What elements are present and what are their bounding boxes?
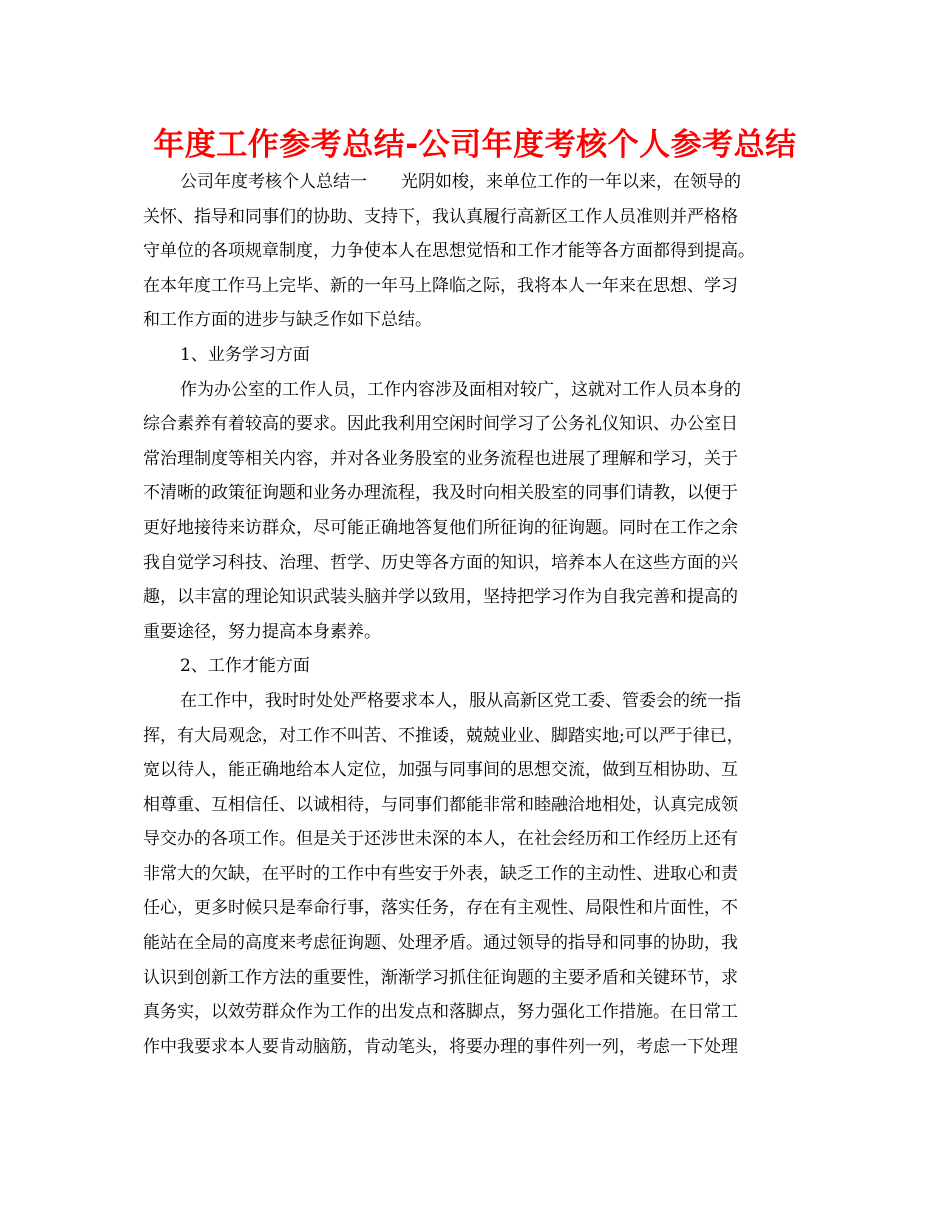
text-line: 重要途径，努力提高本身素养。 (143, 621, 381, 642)
text-line: 任心，更多时候只是奉命行事，落实任务，存在有主观性、局限性和片面性，不 (143, 898, 738, 919)
text-line: 宽以待人，能正确地给本人定位，加强与同事间的思想交流，做到互相协助、互 (143, 760, 738, 781)
document-body (143, 165, 813, 1064)
text-line: 趣，以丰富的理论知识武装头脑并学以致用，坚持把学习作为自我完善和提高的 (143, 587, 738, 608)
text-line: 非常大的欠缺，在平时的工作中有些安于外表，缺乏工作的主动性、进取心和责 (143, 863, 738, 884)
section-heading: 1、业务学习方面 (180, 344, 310, 365)
text-line: 关怀、指导和同事们的协助、支持下，我认真履行高新区工作人员准则并严格格 (143, 206, 738, 227)
text-line: 守单位的各项规章制度，力争使本人在思想觉悟和工作才能等各方面都得到提高。 (143, 241, 755, 262)
document-title: 年度工作参考总结-公司年度考核个人参考总结 (153, 127, 797, 163)
text-line: 真务实，以效劳群众作为工作的出发点和落脚点，努力强化工作措施。在日常工 (143, 1002, 738, 1023)
text-line: 更好地接待来访群众，尽可能正确地答复他们所征询的征询题。同时在工作之余 (143, 517, 738, 538)
text-line: 导交办的各项工作。但是关于还涉世未深的本人，在社会经历和工作经历上还有 (143, 829, 738, 850)
text-line: 在本年度工作马上完毕、新的一年马上降临之际，我将本人一年来在思想、学习 (143, 275, 738, 296)
text-line: 作中我要求本人要肯动脑筋，肯动笔头，将要办理的事件列一列，考虑一下处理 (143, 1036, 738, 1057)
text-line: 认识到创新工作方法的重要性，渐渐学习抓住征询题的主要矛盾和关键环节，求 (143, 967, 738, 988)
text-line: 作为办公室的工作人员，工作内容涉及面相对较广，这就对工作人员本身的 (180, 379, 741, 400)
text-line: 能站在全局的高度来考虑征询题、处理矛盾。通过领导的指导和同事的协助，我 (143, 933, 738, 954)
text-line: 我自觉学习科技、治理、哲学、历史等各方面的知识，培养本人在这些方面的兴 (143, 552, 738, 573)
text-line: 在工作中，我时时处处严格要求本人，服从高新区党工委、管委会的统一指 (180, 690, 741, 711)
text-line: 相尊重、互相信任、以诚相待，与同事们都能非常和睦融洽地相处，认真完成领 (143, 794, 738, 815)
section-heading: 2、工作才能方面 (180, 656, 310, 677)
text-line: 不清晰的政策征询题和业务办理流程，我及时向相关股室的同事们请教，以便于 (143, 483, 738, 504)
text-line: 公司年度考核个人总结一 光阴如梭，来单位工作的一年以来，在领导的 (180, 172, 741, 192)
text-line: 和工作方面的进步与缺乏作如下总结。 (143, 310, 432, 331)
text-line: 常治理制度等相关内容，并对各业务股室的业务流程也进展了理解和学习，关于 (143, 448, 738, 469)
text-line: 综合素养有着较高的要求。因此我利用空闲时间学习了公务礼仪知识、办公室日 (143, 414, 738, 435)
text-line: 挥，有大局观念，对工作不叫苦、不推诿，兢兢业业、脚踏实地;可以严于律已， (143, 725, 744, 746)
